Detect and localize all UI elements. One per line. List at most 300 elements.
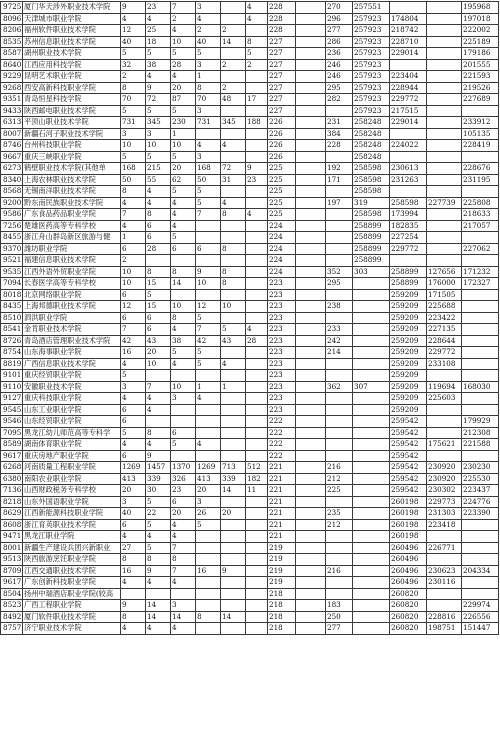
table-cell [353,588,390,600]
table-cell: 195968 [462,2,499,14]
table-cell [462,358,499,370]
table-cell [246,450,268,462]
table-cell: 2 [196,25,221,37]
table-cell: 5 [121,48,146,60]
table-cell: 55 [146,174,171,186]
table-row [1,71,499,83]
table-cell: 218 [268,611,296,623]
school-code: 8640 [1,59,23,71]
school-name: 苏州信息职业技术学院 [23,36,121,48]
table-cell [246,358,268,370]
table-cell: 224 [268,220,296,232]
school-name: 上海邦德职业技术学院 [23,301,121,313]
table-cell [246,197,268,209]
table-cell [427,151,462,163]
school-name: 南阳农业职业学院 [23,473,121,485]
table-cell [462,312,499,324]
table-cell: 277 [326,25,353,37]
table-cell: 7 [171,542,196,554]
table-row [1,266,499,278]
table-cell: 257923 [353,94,390,106]
table-cell: 2 [121,255,146,267]
table-cell: 10 [196,278,221,290]
table-row [1,347,499,359]
table-cell [246,151,268,163]
school-code: 9370 [1,243,23,255]
table-cell [246,439,268,451]
table-cell: 219526 [462,82,499,94]
table-cell: 42 [196,335,221,347]
table-row [1,542,499,554]
table-cell [353,485,390,497]
table-cell: 226 [268,117,296,129]
table-cell [246,25,268,37]
table-cell: 259209 [390,301,427,313]
table-cell [296,542,326,554]
table-cell [427,174,462,186]
table-cell: 176000 [427,278,462,290]
table-cell: 87 [171,94,196,106]
table-cell: 224 [268,243,296,255]
table-cell: 7 [121,324,146,336]
table-cell: 226 [268,151,296,163]
table-cell [326,588,353,600]
table-cell [296,358,326,370]
table-cell [353,301,390,313]
table-cell: 260820 [390,600,427,612]
table-cell [427,2,462,14]
table-cell [462,519,499,531]
table-cell [296,485,326,497]
table-cell: 260198 [390,519,427,531]
table-cell: 6 [121,519,146,531]
table-cell [427,220,462,232]
table-cell: 221 [268,531,296,543]
school-code: 6273 [1,163,23,175]
table-cell: 4 [196,439,221,451]
table-cell [246,611,268,623]
table-cell: 8 [146,554,171,566]
table-cell: 4 [146,577,171,589]
table-cell [427,71,462,83]
table-cell [326,393,353,405]
table-cell: 4 [121,13,146,25]
table-cell: 8 [196,82,221,94]
table-cell [296,450,326,462]
table-row [1,94,499,106]
table-cell: 4 [171,209,196,221]
school-name: 长春医学高等专科学校 [23,278,121,290]
table-cell: 221 [268,496,296,508]
table-cell: 230623 [427,565,462,577]
table-cell: 227254 [390,232,427,244]
table-cell [221,542,246,554]
table-cell [296,623,326,635]
table-cell: 16 [121,347,146,359]
table-cell: 40 [196,36,221,48]
table-cell: 223437 [462,485,499,497]
school-code: 9546 [1,416,23,428]
table-cell [353,600,390,612]
table-cell: 260496 [390,565,427,577]
table-cell: 9 [196,266,221,278]
table-row [1,577,499,589]
table-cell: 345 [146,117,171,129]
table-cell: 257923 [353,59,390,71]
table-cell [246,220,268,232]
table-cell: 12 [196,301,221,313]
table-cell: 230920 [427,462,462,474]
table-cell: 4 [121,220,146,232]
table-cell: 20 [196,485,221,497]
school-code: 9617 [1,450,23,462]
table-cell: 257923 [353,48,390,60]
school-code: 8589 [1,439,23,451]
table-cell: 296 [326,13,353,25]
table-cell: 8 [171,312,196,324]
table-cell: 8 [221,266,246,278]
table-cell: 38 [171,335,196,347]
table-cell: 201555 [462,59,499,71]
table-cell: 8 [121,82,146,94]
table-cell: 259542 [390,416,427,428]
table-cell: 224 [268,232,296,244]
table-cell: 227 [268,105,296,117]
table-cell: 4 [121,197,146,209]
table-cell: 14 [221,611,246,623]
table-cell [326,255,353,267]
table-cell: 5 [171,347,196,359]
table-cell: 5 [171,186,196,198]
table-cell [296,94,326,106]
table-row [1,312,499,324]
table-cell: 5 [146,151,171,163]
table-cell [296,2,326,14]
table-cell: 227739 [427,197,462,209]
table-cell: 222002 [462,25,499,37]
score-table [0,1,499,635]
school-code: 8819 [1,358,23,370]
table-cell: 219 [268,577,296,589]
table-cell [221,404,246,416]
table-cell [353,324,390,336]
table-cell: 238 [326,301,353,313]
table-cell: 229772 [427,347,462,359]
table-cell [353,439,390,451]
table-cell: 197 [326,197,353,209]
table-cell: 5 [146,519,171,531]
table-cell [353,370,390,382]
table-cell [296,243,326,255]
school-code: 8504 [1,588,23,600]
table-cell: 228419 [462,140,499,152]
table-cell [296,347,326,359]
table-cell: 230302 [427,485,462,497]
table-cell [462,404,499,416]
table-cell: 171232 [462,266,499,278]
table-cell [427,450,462,462]
table-cell [296,335,326,347]
table-cell: 259209 [390,289,427,301]
table-cell: 227 [268,36,296,48]
table-cell [326,289,353,301]
table-cell: 2 [221,59,246,71]
table-cell: 221593 [462,71,499,83]
table-cell [296,565,326,577]
table-cell: 5 [146,496,171,508]
table-cell: 40 [121,508,146,520]
table-cell: 277 [326,623,353,635]
table-cell [221,105,246,117]
table-cell [196,128,221,140]
table-cell [221,48,246,60]
table-row [1,197,499,209]
table-cell: 228 [268,25,296,37]
table-cell [353,565,390,577]
table-cell [221,347,246,359]
table-cell: 4 [121,531,146,543]
table-row [1,278,499,290]
table-cell [246,577,268,589]
table-cell: 258598 [353,163,390,175]
table-cell [246,623,268,635]
table-cell [246,542,268,554]
table-cell: 4 [171,197,196,209]
table-row [1,439,499,451]
table-cell: 3 [196,105,221,117]
table-cell: 224 [268,266,296,278]
table-cell: 258248 [353,128,390,140]
table-cell: 5 [121,427,146,439]
table-cell: 223390 [462,508,499,520]
table-cell: 286 [326,36,353,48]
table-cell: 40 [121,36,146,48]
table-cell: 20 [221,508,246,520]
table-cell: 225603 [427,393,462,405]
table-cell: 282 [326,94,353,106]
table-cell: 226771 [427,542,462,554]
table-cell: 228710 [390,36,427,48]
table-cell [296,13,326,25]
table-cell: 216 [326,565,353,577]
table-cell [246,508,268,520]
table-row [1,209,499,221]
table-cell: 229772 [390,94,427,106]
school-code: 9471 [1,531,23,543]
table-cell: 339 [146,473,171,485]
table-cell: 3 [171,600,196,612]
table-cell: 258248 [353,151,390,163]
table-cell [326,232,353,244]
table-cell: 4 [121,577,146,589]
table-cell: 10 [121,266,146,278]
table-row [1,2,499,14]
table-cell: 9 [246,163,268,175]
table-cell [353,427,390,439]
table-cell: 260198 [390,531,427,543]
school-name: 福州软件职业技术学院 [23,25,121,37]
table-cell: 258899 [390,266,427,278]
table-cell: 223422 [427,312,462,324]
table-cell: 119694 [427,381,462,393]
table-cell: 105135 [462,128,499,140]
school-name: 山东外国语职业学院 [23,496,121,508]
table-cell [221,427,246,439]
table-cell: 168030 [462,381,499,393]
table-row [1,117,499,129]
table-cell [296,496,326,508]
table-cell [246,588,268,600]
school-code: 9127 [1,393,23,405]
table-cell: 225 [268,163,296,175]
table-cell: 259209 [390,312,427,324]
table-cell: 227062 [462,243,499,255]
table-cell: 10 [221,301,246,313]
table-cell: 223 [268,370,296,382]
table-cell: 6 [121,404,146,416]
table-cell: 225688 [427,301,462,313]
school-name: 楚雄医药高等专科学校 [23,220,121,232]
table-row [1,105,499,117]
table-row [1,36,499,48]
table-cell [121,588,146,600]
table-cell [221,151,246,163]
table-cell: 259542 [390,485,427,497]
table-cell [146,370,171,382]
table-cell [296,301,326,313]
table-cell: 4 [146,186,171,198]
table-cell: 228816 [427,611,462,623]
table-row [1,519,499,531]
table-cell [296,140,326,152]
table-cell: 236 [326,48,353,60]
school-code: 7136 [1,485,23,497]
school-code: 8709 [1,565,23,577]
table-cell [221,13,246,25]
table-cell [196,416,221,428]
table-cell [246,278,268,290]
table-cell: 10 [121,140,146,152]
table-cell [296,82,326,94]
table-cell: 216 [326,462,353,474]
table-cell [427,209,462,221]
table-cell: 229773 [427,496,462,508]
school-name: 山东工业职业学院 [23,404,121,416]
table-cell: 270 [326,2,353,14]
table-cell: 8 [121,186,146,198]
table-cell: 10 [171,140,196,152]
table-cell: 222 [268,427,296,439]
table-cell: 227 [268,59,296,71]
table-cell [326,404,353,416]
school-code: 9200 [1,197,23,209]
table-cell [296,611,326,623]
table-cell [221,496,246,508]
table-cell [296,508,326,520]
table-cell: 198751 [427,623,462,635]
table-cell [326,427,353,439]
table-cell [462,588,499,600]
table-cell: 5 [146,542,171,554]
school-code: 8746 [1,140,23,152]
table-cell [353,577,390,589]
table-cell [462,301,499,313]
table-cell: 43 [146,335,171,347]
table-cell [353,393,390,405]
table-cell: 11 [246,485,268,497]
school-code: 9535 [1,266,23,278]
table-cell: 12 [121,301,146,313]
table-cell [296,289,326,301]
table-cell [221,312,246,324]
table-cell [196,588,221,600]
table-cell: 6 [121,312,146,324]
school-code: 8568 [1,186,23,198]
school-name: 青岛恒星科技学院 [23,94,121,106]
table-cell: 5 [146,105,171,117]
table-cell [221,2,246,14]
table-cell: 1 [171,128,196,140]
table-cell: 260496 [390,577,427,589]
table-cell: 20 [171,508,196,520]
table-cell: 5 [121,151,146,163]
table-cell [146,255,171,267]
school-code: 8629 [1,508,23,520]
table-cell: 326 [171,473,196,485]
table-cell: 221588 [462,439,499,451]
school-code: 9617 [1,577,23,589]
table-cell: 9 [146,450,171,462]
table-cell: 23 [246,174,268,186]
table-row [1,588,499,600]
table-cell [246,301,268,313]
table-cell [427,59,462,71]
table-cell: 219 [268,565,296,577]
table-cell: 257923 [353,105,390,117]
table-cell: 30 [146,485,171,497]
school-code: 8007 [1,128,23,140]
table-cell: 223 [268,335,296,347]
table-cell [146,416,171,428]
table-row [1,600,499,612]
table-cell [246,565,268,577]
table-cell: 4 [246,13,268,25]
table-row [1,358,499,370]
table-cell: 223404 [390,71,427,83]
table-cell: 182 [246,473,268,485]
school-code: 9586 [1,209,23,221]
school-code: 9268 [1,82,23,94]
table-cell: 6 [171,427,196,439]
table-cell [326,370,353,382]
table-cell: 5 [146,48,171,60]
table-cell [353,278,390,290]
table-cell: 8 [221,209,246,221]
table-cell: 258899 [390,278,427,290]
table-cell: 1370 [171,462,196,474]
table-cell: 62 [171,174,196,186]
table-cell [427,370,462,382]
table-cell: 2 [246,59,268,71]
table-cell: 713 [221,462,246,474]
table-cell [221,186,246,198]
table-cell [196,623,221,635]
table-cell: 5 [196,312,221,324]
table-cell: 17 [246,94,268,106]
table-cell: 4 [121,623,146,635]
school-code: 8757 [1,623,23,635]
table-cell: 70 [121,94,146,106]
